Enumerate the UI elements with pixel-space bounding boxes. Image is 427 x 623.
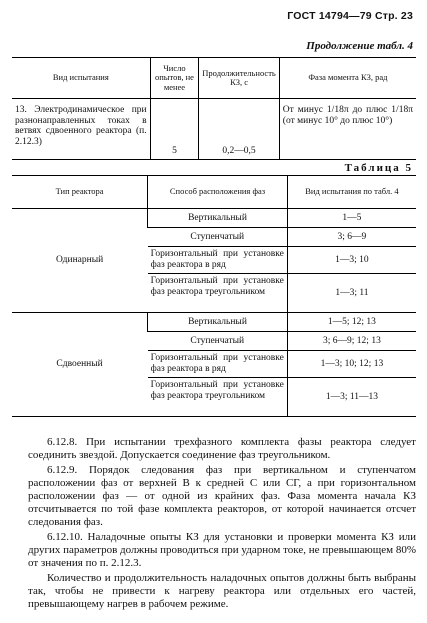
column-header: Тип реактора: [12, 176, 148, 209]
column-header: Число опытов, не менее: [150, 58, 199, 99]
body-text: [28, 436, 416, 613]
paragraph: Количество и продолжительность наладочных опытов должны быть выбраны так, чтобы не привести к нагреву реактора или отдельных его частей, превышающему нагрев в рабочем режиме.: [28, 572, 416, 610]
cell-test: 3; 6—9; 12; 13: [287, 332, 416, 351]
column-header: Вид испытания: [12, 58, 150, 99]
table-header-row: [12, 176, 416, 209]
table-row: [12, 313, 416, 332]
cell-test: 1—5: [287, 209, 416, 228]
cell-method: Горизонтальный при установке фаз реактора в ряд: [148, 247, 288, 274]
cell-test: 1—3; 10; 12; 13: [287, 351, 416, 378]
cell-method: Ступенчатый: [148, 332, 288, 351]
table-4-continuation: [12, 57, 416, 160]
table-row: [12, 209, 416, 228]
cell-method: Вертикальный: [148, 313, 288, 332]
paragraph: 6.12.9. Порядок следования фаз при вертикальном и ступенчатом расположении фаз от верхней В к средней С или СГ, а при горизонтальном расположении фаз — от одной из крайних фаз. Фаза момента начала КЗ отсчитывается по той фазе комплекта реакторов, от которой начинается отсчет следования фаз.: [28, 464, 416, 528]
cell-test: 1—3; 11—13: [287, 378, 416, 417]
column-header: Способ расположения фаз: [148, 176, 288, 209]
column-header: Вид испытания по табл. 4: [287, 176, 416, 209]
cell-reactor-type: Сдвоенный: [12, 313, 148, 417]
cell-test: 1—5; 12; 13: [287, 313, 416, 332]
table-continuation-label: Продолжение табл. 4: [306, 40, 413, 52]
cell-test: 1—3; 11: [287, 274, 416, 313]
cell-method: Горизонтальный при установке фаз реактора треугольником: [148, 274, 288, 313]
paragraph: 6.12.10. Наладочные опыты КЗ для установки и проверки момента КЗ или других параметров должны проводиться при ударном токе, не превышающем 80% от значения по п. 2.12.3.: [28, 531, 416, 569]
column-header: Продолжительность КЗ, с: [199, 58, 280, 99]
paragraph: 6.12.8. При испытании трехфазного комплекта фазы реактора следует соединить звездой. Допускается соединение фаз треугольником.: [28, 436, 416, 461]
cell-reactor-type: Одинарный: [12, 209, 148, 313]
table-header-row: [12, 58, 416, 99]
cell-test: 3; 6—9: [287, 228, 416, 247]
page-header: ГОСТ 14794—79 Стр. 23: [287, 10, 413, 22]
table-5: [12, 175, 416, 417]
cell-test-type: 13. Электродинамическое при разнонаправленных токах в ветвях сдвоенного реактора (п. 2.12.3): [12, 99, 150, 160]
column-header: Фаза момента КЗ, рад: [279, 58, 416, 99]
cell-duration: 0,2—0,5: [199, 99, 280, 160]
cell-phase: От минус 1/18π до плюс 1/18π (от минус 10° до плюс 10°): [279, 99, 416, 160]
cell-count: 5: [150, 99, 199, 160]
cell-method: Горизонтальный при установке фаз реактора в ряд: [148, 351, 288, 378]
table-5-title: Таблица 5: [344, 162, 413, 174]
cell-method: Горизонтальный при установке фаз реактора треугольником: [148, 378, 288, 417]
cell-method: Ступенчатый: [148, 228, 288, 247]
cell-test: 1—3; 10: [287, 247, 416, 274]
cell-method: Вертикальный: [148, 209, 288, 228]
table-row: [12, 99, 416, 160]
